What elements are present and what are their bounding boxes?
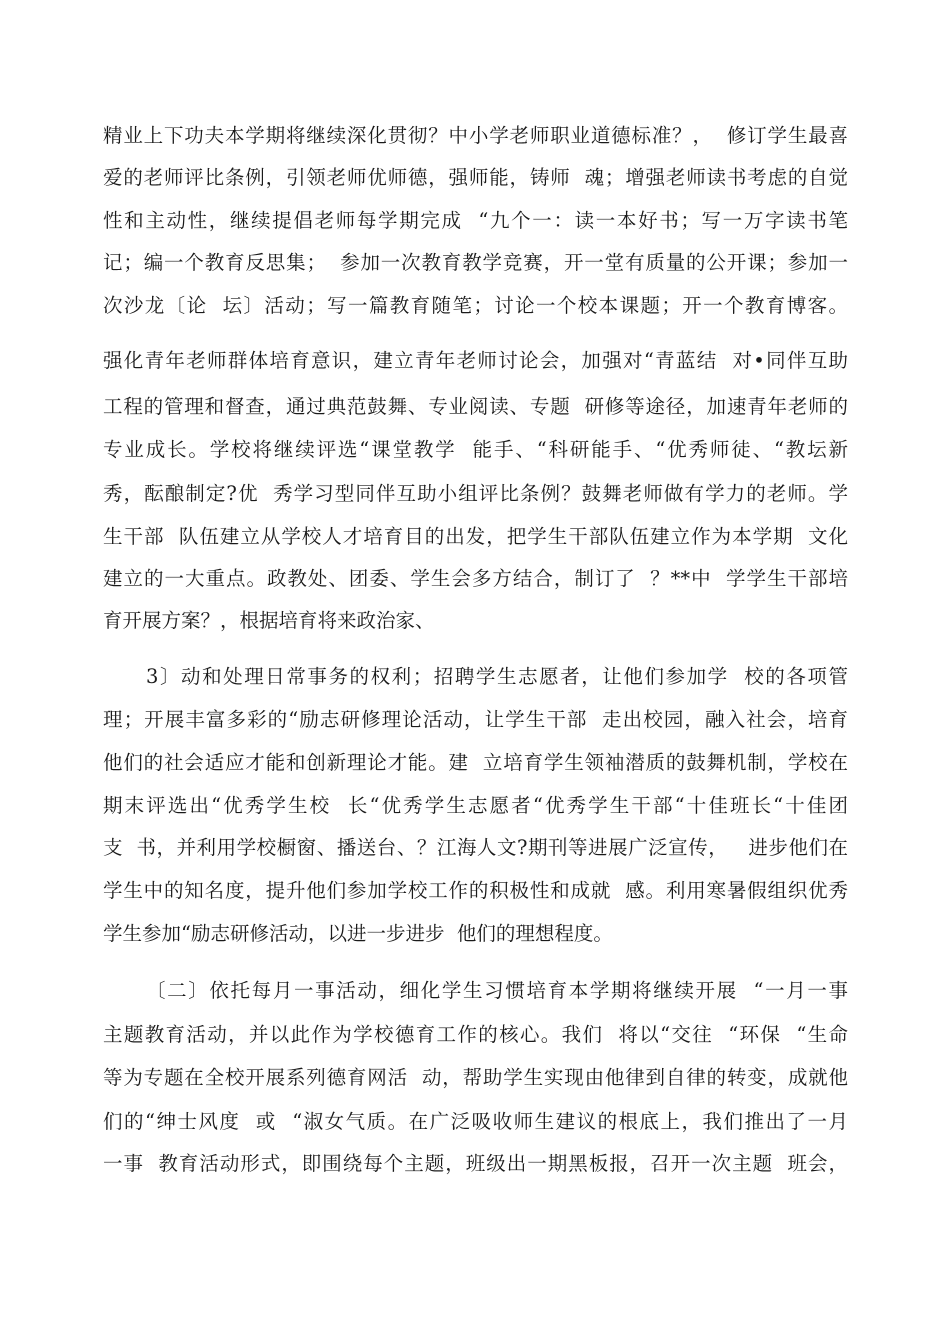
text-line: 学生中的知名度，提升他们参加学校工作的积极性和成就 感。利用寒暑假组织优秀 — [103, 879, 848, 902]
text-line: 他们的社会适应才能和创新理论才能。建 立培育学生领袖潜质的鼓舞机制，学校在 — [103, 751, 848, 774]
text-line: 生干部 队伍建立从学校人才培育目的出发，把学生干部队伍建立作为本学期 文化 — [103, 525, 848, 548]
text-line: 爱的老师评比条例，引领老师优师德，强师能，铸师 魂；增强老师读书考虑的自觉 — [103, 166, 848, 189]
text-line: 等为专题在全校开展系列德育网活 动，帮助学生实现由他律到自律的转变，成就他 — [103, 1066, 848, 1089]
text-line: 秀，酝酿制定?优 秀学习型同伴互助小组评比条例？鼓舞老师做有学力的老师。学 — [103, 482, 848, 505]
text-line: 精业上下功夫本学期将继续深化贯彻？中小学老师职业道德标准？， 修订学生最喜 — [103, 124, 848, 147]
text-line: 主题教育活动，并以此作为学校德育工作的核心。我们 将以“交往 “环保 “生命 — [103, 1023, 848, 1046]
text-line: 次沙龙〔论 坛〕活动；写一篇教育随笔；讨论一个校本课题；开一个教育博客。 — [103, 294, 848, 317]
text-line: 们的“绅士风度 或 “淑女气质。在广泛吸收师生建议的根底上，我们推出了一月 — [103, 1110, 848, 1133]
text-line: 〔二〕依托每月一事活动，细化学生习惯培育本学期将继续开展 “一月一事 — [146, 979, 848, 1002]
text-line: 建立的一大重点。政教处、团委、学生会多方结合，制订了 ？**中 学学生干部培 — [103, 567, 848, 590]
text-line: 工程的管理和督查，通过典范鼓舞、专业阅读、专题 研修等途径，加速青年老师的 — [103, 395, 848, 418]
text-line: 育开展方案？，根据培育将来政治家、 — [103, 609, 435, 632]
text-line: 强化青年老师群体培育意识，建立青年老师讨论会，加强对“青蓝结 对•同伴互助 — [103, 349, 848, 372]
text-line: 记；编一个教育反思集； 参加一次教育教学竞赛，开一堂有质量的公开课；参加一 — [103, 251, 848, 274]
text-line: 期末评选出“优秀学生校 长“优秀学生志愿者“优秀学生干部“十佳班长“十佳团 — [103, 794, 848, 817]
text-line: 一事 教育活动形式，即围绕每个主题，班级出一期黑板报，召开一次主题 班会， — [103, 1152, 848, 1175]
text-line: 支 书，并利用学校橱窗、播送台、？江海人文?期刊等进展广泛宣传， 进步他们在 — [103, 836, 848, 859]
text-line: 性和主动性，继续提倡老师每学期完成 “九个一：读一本好书；写一万字读书笔 — [103, 209, 848, 232]
text-line: 3〕动和处理日常事务的权利；招聘学生志愿者，让他们参加学 校的各项管 — [146, 665, 848, 688]
text-line: 理；开展丰富多彩的“励志研修理论活动，让学生干部 走出校园，融入社会，培育 — [103, 708, 848, 731]
text-line: 学生参加“励志研修活动，以进一步进步 他们的理想程度。 — [103, 922, 613, 945]
text-line: 专业成长。学校将继续评选“课堂教学 能手、“科研能手、“优秀师徒、“教坛新 — [103, 438, 848, 461]
